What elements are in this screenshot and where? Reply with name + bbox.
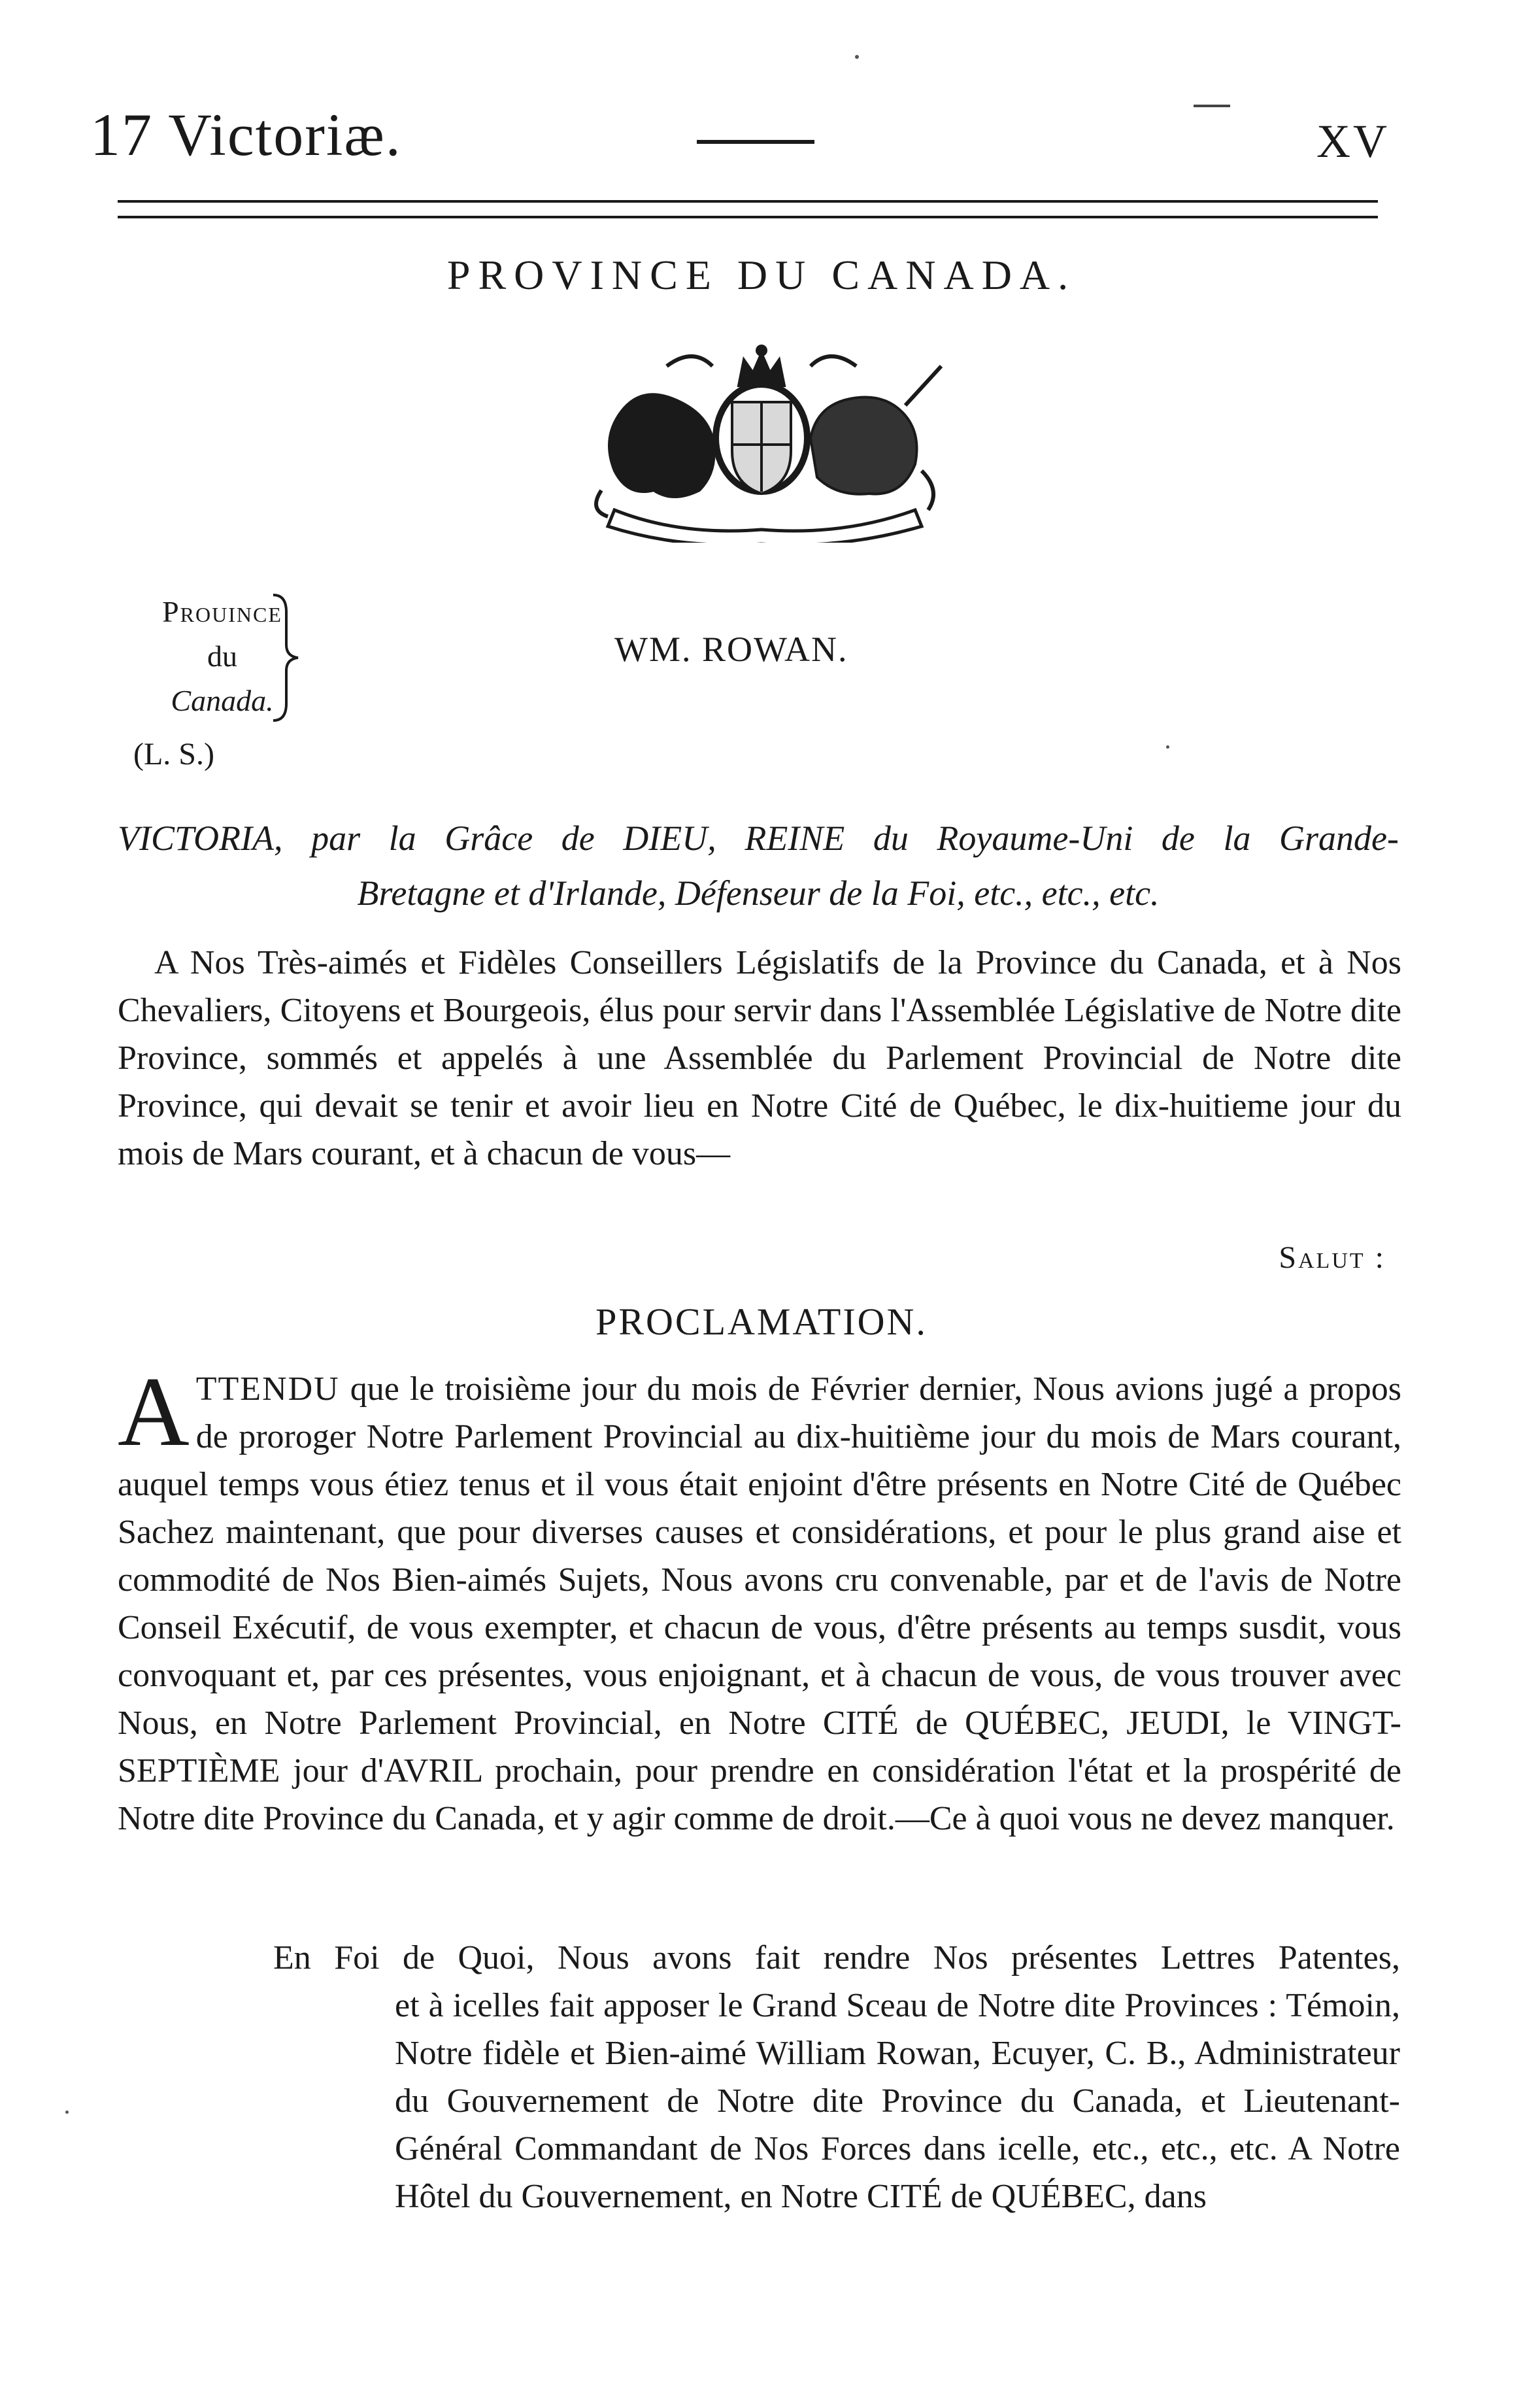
- royal-style: [118, 811, 1399, 921]
- drop-cap: A: [118, 1357, 190, 1467]
- salutation: Salut :: [1279, 1240, 1386, 1275]
- royal-coat-of-arms-icon: [575, 340, 948, 543]
- proclamation-text: que le troisième jour du mois de Février dernier, Nous avions jugé a propos de proroger Notre Parlement Provincial au dix-huitième jour du mois de Mars courant, auquel temps vous étiez tenus et il vous était enjoint d'être présents en Notre Cité de Québec Sachez maintenant, que pour diverses causes et considérations, et pour le plus grand aise et commodité de Nos Bien-aimés Sujets, Nous avons cru convenable, par et de l'avis de Notre Conseil Exécutif, de vous exempter, et chacun de vous, d'être présents au temps susdit, vous convoquant et, par ces présentes, vous enjoignant, et à chacun de vous, de vous trouver avec Nous, en Notre Parlement Provincial, en Notre CITÉ de QUÉBEC, JEUDI, le VINGT-SEPTIÈME jour d'AVRIL prochain, pour prendre en considération l'état et la prospérité de Notre dite Province du Canada, et y agir comme de droit.—Ce à quoi vous ne devez manquer.: [118, 1370, 1401, 1837]
- page-speck: [855, 55, 859, 59]
- seal-mark: (L. S.): [133, 737, 214, 772]
- proclamation-body: [118, 1357, 1401, 1842]
- running-head-left: 17 Victoriæ.: [90, 101, 402, 168]
- marginal-note-line2: du: [207, 639, 237, 673]
- royal-style-line1: VICTORIA, par la Grâce de DIEU, REINE du Royaume-Uni de la Grande-: [118, 819, 1399, 858]
- page-speck: [1166, 745, 1169, 749]
- royal-style-line2: Bretagne et d'Irlande, Défenseur de la Foi, etc., etc., etc.: [357, 873, 1160, 913]
- proclamation-opening-word: TTENDU: [195, 1370, 340, 1408]
- page-title: PROVINCE DU CANADA.: [446, 252, 1077, 298]
- proclamation-heading: PROCLAMATION.: [595, 1300, 928, 1343]
- running-head-dash: [697, 140, 814, 144]
- curly-bracket-icon: [267, 592, 306, 723]
- running-head-page-number: XV: [1316, 115, 1390, 167]
- marginal-note-line3: Canada.: [171, 684, 274, 717]
- printer-mark: [1194, 105, 1230, 107]
- witness-first-line: En Foi de Quoi, Nous avons fait rendre Nos présentes Lettres Patentes,: [273, 1939, 1400, 1976]
- address-paragraph: A Nos Très-aimés et Fidèles Conseillers Législatifs de la Province du Canada, et à Nos Chevaliers, Citoyens et Bourgeois, élus pour servir dans l'Assemblée Législative de Notre dite Province, sommés et appelés à une Assemblée du Parlement Provincial de Notre dite Province, qui devait se tenir et avoir lieu en Notre Cité de Québec, le dix-huitieme jour du mois de Mars courant, et à chacun de vous—: [118, 944, 1401, 1172]
- witness-text: et à icelles fait apposer le Grand Sceau de Notre dite Provinces : Témoin, Notre fidèle et Bien-aimé William Rowan, Ecuyer, C. B., Administrateur du Gouvernement de Notre dite Province du Canada, et Lieutenant-Général Commandant de Nos Forces dans icelle, etc., etc., etc. A Notre Hôtel du Gouvernement, en Notre CITÉ de QUÉBEC, dans: [395, 1987, 1400, 2215]
- header-rule-top: [118, 200, 1378, 203]
- page-speck: [65, 2111, 69, 2114]
- signer-name: WM. ROWAN.: [614, 630, 848, 669]
- witness-clause: [273, 1934, 1400, 2220]
- marginal-note-line1: Prouince: [162, 595, 282, 628]
- header-rule-bottom: [118, 216, 1378, 218]
